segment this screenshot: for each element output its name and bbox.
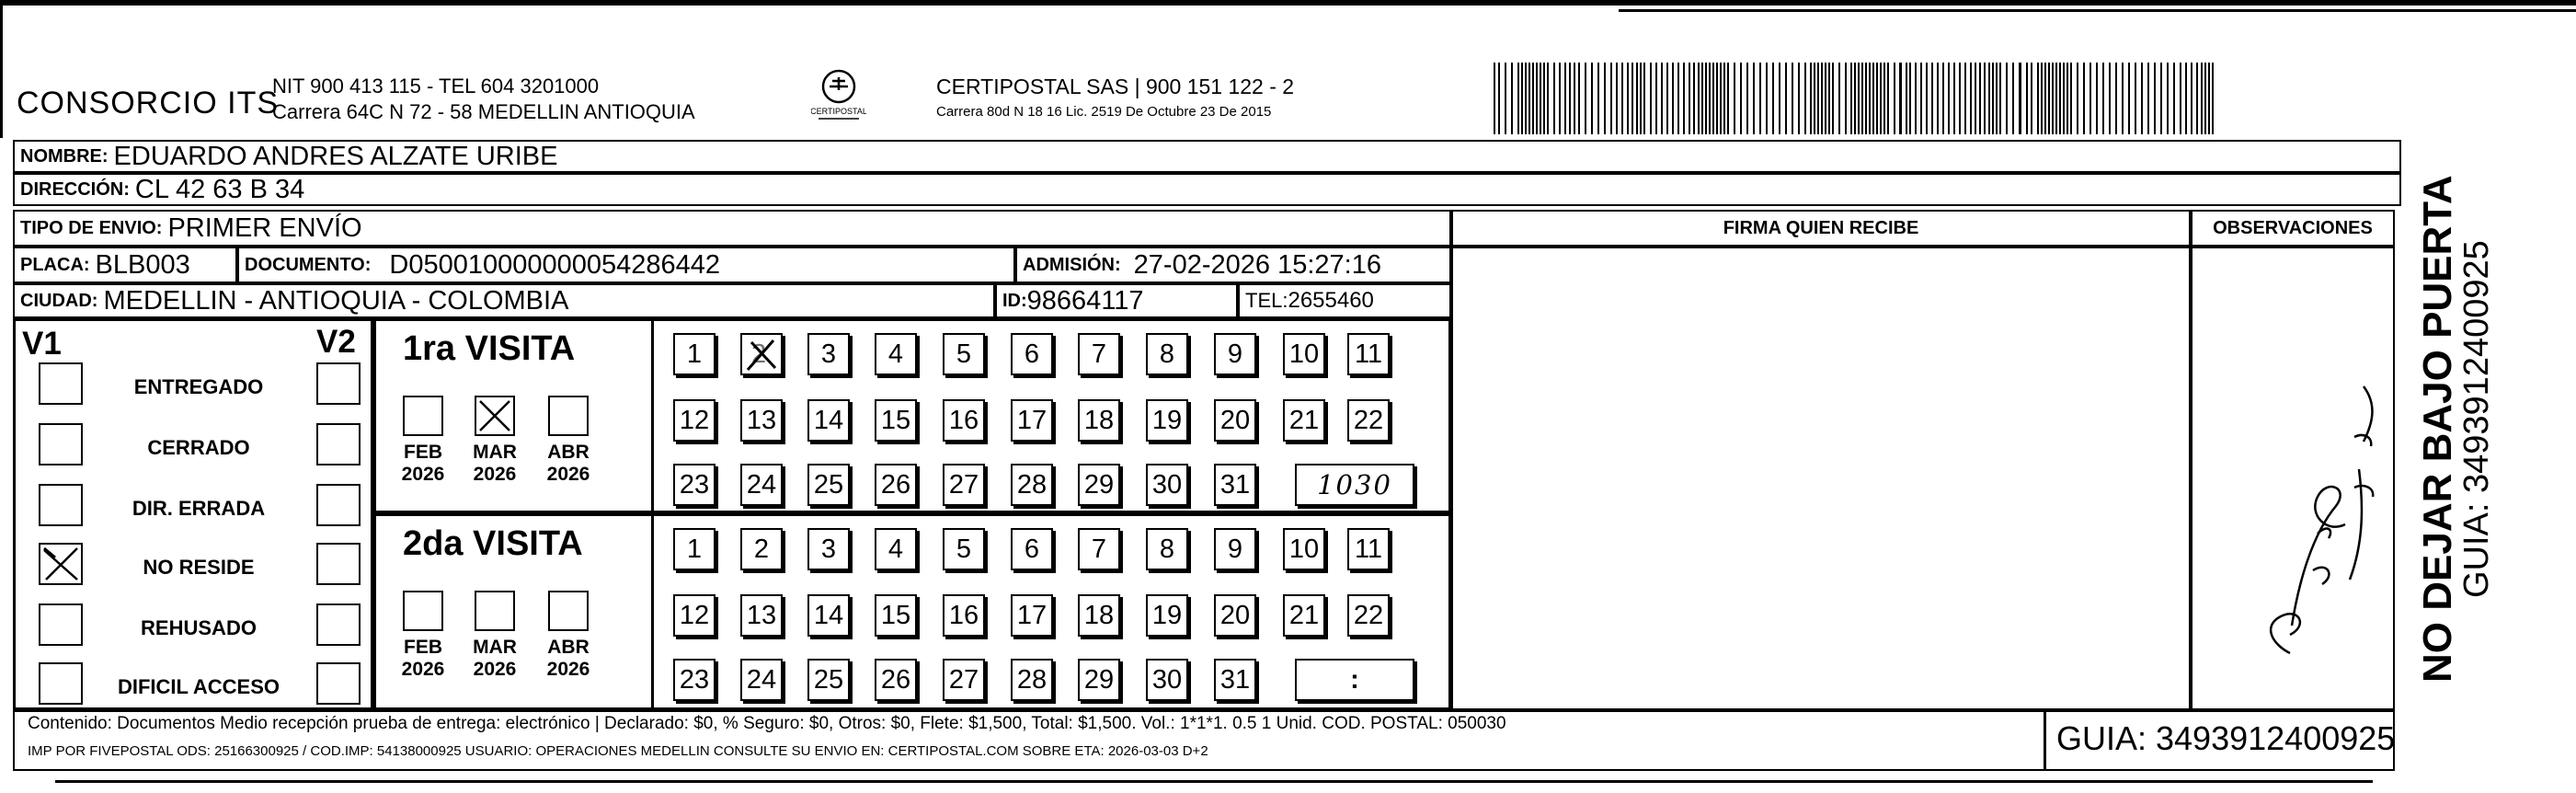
company-name: CONSORCIO ITS: [17, 86, 280, 121]
second-day-box[interactable]: 8: [1146, 528, 1188, 570]
id-value: 98664117: [1026, 285, 1144, 316]
second-month-label: ABR 2026: [546, 637, 590, 680]
first-day-box[interactable]: 31: [1214, 464, 1256, 506]
first-day-box[interactable]: 7: [1078, 333, 1120, 375]
ciudad-label: CIUDAD:: [20, 290, 98, 311]
first-month-checkbox-feb[interactable]: [403, 396, 443, 436]
second-day-box[interactable]: 27: [943, 659, 985, 701]
second-day-box[interactable]: 6: [1011, 528, 1053, 570]
v1-checkbox[interactable]: [39, 484, 83, 526]
second-day-box[interactable]: 20: [1214, 594, 1256, 637]
company-info: [272, 74, 695, 125]
v1-checkbox[interactable]: [39, 543, 83, 585]
v2-checkbox[interactable]: [316, 662, 361, 705]
second-day-box[interactable]: 4: [875, 528, 917, 570]
ciudad-cell: [13, 283, 995, 318]
first-day-box[interactable]: 19: [1146, 399, 1188, 442]
second-day-box[interactable]: 13: [740, 594, 783, 637]
address-line: Carrera 64C N 72 - 58 MEDELLIN ANTIOQUIA: [272, 100, 695, 123]
status-label-rehusado: REHUSADO: [141, 616, 257, 639]
checkmark-x-icon: [40, 545, 81, 583]
v1-checkbox[interactable]: [39, 423, 83, 465]
second-day-box[interactable]: 18: [1078, 594, 1120, 637]
v1-checkbox[interactable]: [39, 662, 83, 705]
second-month-checkbox-mar[interactable]: [475, 591, 515, 631]
first-day-box[interactable]: 12: [673, 399, 716, 442]
first-month-checkbox-abr[interactable]: [548, 396, 589, 436]
first-month-label: FEB 2026: [401, 442, 445, 485]
checkmark-x-icon: [476, 397, 513, 434]
first-day-box[interactable]: 18: [1078, 399, 1120, 442]
second-day-box[interactable]: 23: [673, 659, 716, 701]
second-day-box[interactable]: 15: [875, 594, 917, 637]
id-cell: [995, 283, 1238, 318]
v1-checkbox[interactable]: [39, 362, 83, 405]
status-label-cerrado: CERRADO: [147, 436, 250, 459]
no-dejar-bajo-puerta: NO DEJAR BAJO PUERTA: [2415, 175, 2460, 683]
placa-label: PLACA:: [20, 254, 90, 275]
footer-guia: GUIA: 3493912400925: [2056, 719, 2396, 757]
documento-cell: [237, 247, 1015, 283]
second-day-box[interactable]: 14: [807, 594, 850, 637]
scan-edge-top-right: [1619, 9, 2576, 12]
second-day-box[interactable]: 28: [1011, 659, 1053, 701]
direccion-row: [13, 173, 2401, 206]
first-time-box[interactable]: 1030: [1295, 464, 1414, 506]
barcode: [1490, 63, 2226, 134]
certipostal-logo: [811, 66, 866, 121]
direccion-value: CL 42 63 B 34: [134, 174, 305, 204]
first-day-box[interactable]: 1: [673, 333, 716, 375]
second-day-box[interactable]: 30: [1146, 659, 1188, 701]
first-day-box[interactable]: 22: [1347, 399, 1390, 442]
logo-text: CERTIPOSTAL: [811, 107, 866, 116]
nombre-row: [13, 140, 2401, 173]
first-day-box[interactable]: 6: [1011, 333, 1053, 375]
first-day-box[interactable]: 17: [1011, 399, 1053, 442]
v2-checkbox[interactable]: [316, 543, 361, 585]
observaciones-header: OBSERVACIONES: [2191, 210, 2395, 247]
tel-cell: [1238, 283, 1451, 318]
nombre-value: EDUARDO ANDRES ALZATE URIBE: [113, 141, 558, 171]
first-day-box[interactable]: 10: [1283, 333, 1325, 375]
first-day-box[interactable]: 2: [740, 333, 783, 375]
second-month-checkbox-abr[interactable]: [548, 591, 589, 631]
second-day-box[interactable]: 24: [740, 659, 783, 701]
first-day-box[interactable]: 24: [740, 464, 783, 506]
firma-header: FIRMA QUIEN RECIBE: [1451, 210, 2191, 247]
first-day-box[interactable]: 15: [875, 399, 917, 442]
second-visit-title: 2da VISITA: [403, 524, 583, 563]
second-time-box[interactable]: :: [1295, 659, 1414, 701]
status-label-dificil-acceso: DIFICIL ACCESO: [117, 675, 280, 698]
first-day-box[interactable]: 26: [875, 464, 917, 506]
tel-value: 2655460: [1288, 288, 1374, 313]
second-day-box[interactable]: 31: [1214, 659, 1256, 701]
second-day-box[interactable]: 25: [807, 659, 850, 701]
status-label-dir-errada: DIR. ERRADA: [132, 497, 266, 520]
second-day-box[interactable]: 29: [1078, 659, 1120, 701]
first-month-checkbox-mar[interactable]: [475, 396, 515, 436]
first-day-box[interactable]: 13: [740, 399, 783, 442]
carrier-address: Carrera 80d N 18 16 Lic. 2519 De Octubre 23 De 2015: [936, 104, 1272, 120]
carrier-line: CERTIPOSTAL SAS | 900 151 122 - 2: [936, 75, 1295, 98]
first-day-box[interactable]: 30: [1146, 464, 1188, 506]
second-day-box[interactable]: 1: [673, 528, 716, 570]
status-label-entregado: ENTREGADO: [133, 375, 264, 398]
second-month-label: MAR 2026: [473, 637, 517, 680]
tel-label: TEL:: [1245, 289, 1288, 312]
visit-divider: [651, 318, 654, 710]
id-label: ID:: [1002, 290, 1027, 311]
second-day-box[interactable]: 2: [740, 528, 783, 570]
first-day-box[interactable]: 27: [943, 464, 985, 506]
ciudad-value: MEDELLIN - ANTIOQUIA - COLOMBIA: [103, 285, 569, 316]
documento-value: D050010000000054286442: [389, 249, 721, 280]
footer-divider: [2044, 710, 2046, 771]
firma-area: [1451, 247, 2191, 710]
first-day-box[interactable]: 14: [807, 399, 850, 442]
second-day-box[interactable]: 5: [943, 528, 985, 570]
v2-checkbox[interactable]: [316, 484, 361, 526]
second-day-box[interactable]: 12: [673, 594, 716, 637]
carrier-info: [936, 74, 1294, 125]
first-day-box[interactable]: 16: [943, 399, 985, 442]
first-day-box[interactable]: 11: [1347, 333, 1390, 375]
second-day-box[interactable]: 3: [807, 528, 850, 570]
first-day-box[interactable]: 4: [875, 333, 917, 375]
v2-label: V2: [316, 324, 356, 360]
first-visit-title: 1ra VISITA: [403, 329, 576, 368]
first-day-box[interactable]: 21: [1283, 399, 1325, 442]
second-day-box[interactable]: 11: [1347, 528, 1390, 570]
first-day-box[interactable]: 23: [673, 464, 716, 506]
guia-vertical: GUIA: 3493912400925: [2457, 240, 2496, 598]
second-month-label: FEB 2026: [401, 637, 445, 680]
tipo-envio-label: TIPO DE ENVIO:: [20, 217, 163, 238]
v2-checkbox[interactable]: [316, 362, 361, 405]
nombre-label: NOMBRE:: [20, 145, 109, 167]
second-day-box[interactable]: 19: [1146, 594, 1188, 637]
first-day-box[interactable]: 8: [1146, 333, 1188, 375]
documento-label: DOCUMENTO:: [245, 254, 372, 275]
placa-value: BLB003: [95, 249, 190, 280]
first-day-box[interactable]: 9: [1214, 333, 1256, 375]
scan-edge-top: [0, 0, 2576, 6]
footer-print-line: IMP POR FIVEPOSTAL ODS: 25166300925 / COD.IMP: 54138000925 USUARIO: OPERACIONES MEDELLIN CONSULTE SU ENVIO EN: CERTIPOSTAL.COM SOBRE ETA: 2026-03-03 D+2: [28, 743, 1208, 759]
scan-edge-left: [0, 0, 3, 138]
v1-label: V1: [22, 326, 62, 362]
second-day-box[interactable]: 21: [1283, 594, 1325, 637]
first-month-label: MAR 2026: [473, 442, 517, 485]
status-label-no-reside: NO RESIDE: [143, 556, 255, 579]
v2-checkbox[interactable]: [316, 423, 361, 465]
scan-edge-bottom: [55, 780, 2373, 783]
nit-line: NIT 900 413 115 - TEL 604 3201000: [272, 75, 600, 98]
placa-cell: [13, 247, 237, 283]
second-day-box[interactable]: 22: [1347, 594, 1390, 637]
first-month-label: ABR 2026: [546, 442, 590, 485]
direccion-label: DIRECCIÓN:: [20, 178, 130, 200]
handwritten-observation: [2226, 350, 2382, 672]
second-day-box[interactable]: 7: [1078, 528, 1120, 570]
second-day-box[interactable]: 16: [943, 594, 985, 637]
admision-label: ADMISIÓN:: [1023, 254, 1121, 275]
first-day-box[interactable]: 5: [943, 333, 985, 375]
admision-value: 27-02-2026 15:27:16: [1133, 249, 1381, 280]
first-day-box[interactable]: 28: [1011, 464, 1053, 506]
second-month-checkbox-feb[interactable]: [403, 591, 443, 631]
first-day-box[interactable]: 25: [807, 464, 850, 506]
tipo-envio-value: PRIMER ENVÍO: [167, 213, 362, 243]
first-day-box[interactable]: 3: [807, 333, 850, 375]
v1-checkbox[interactable]: [39, 603, 83, 646]
second-day-box[interactable]: 9: [1214, 528, 1256, 570]
footer-content-line: Contenido: Documentos Medio recepción prueba de entrega: electrónico | Declarado: $0, % Seguro: $0, Otros: $0, Flete: $1,500, Total: $1,500. Vol.: 1*1*1. 0.5 1 Unid. COD. POSTAL: 050030: [28, 714, 1506, 733]
first-day-box[interactable]: 29: [1078, 464, 1120, 506]
second-day-box[interactable]: 10: [1283, 528, 1325, 570]
admision-cell: [1015, 247, 1451, 283]
second-day-box[interactable]: 26: [875, 659, 917, 701]
first-day-box[interactable]: 20: [1214, 399, 1256, 442]
second-day-box[interactable]: 17: [1011, 594, 1053, 637]
v2-checkbox[interactable]: [316, 603, 361, 646]
tipo-envio-row: [13, 210, 1451, 247]
